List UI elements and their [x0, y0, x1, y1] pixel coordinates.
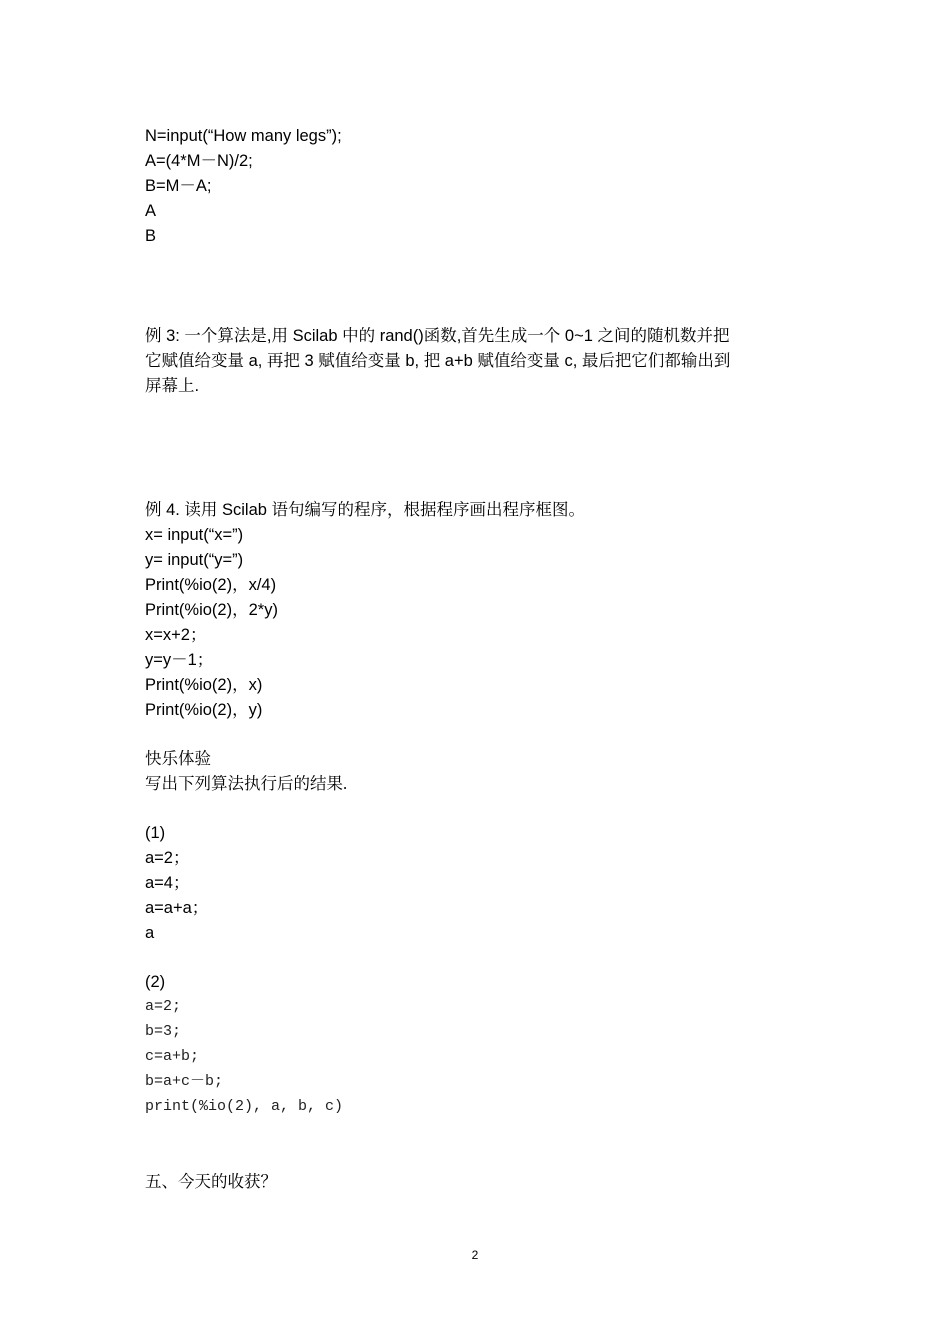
- code-line: a=4；: [145, 874, 190, 892]
- code-line: a=a+a；: [145, 899, 209, 917]
- code-line: y= input(“y=”): [145, 551, 244, 569]
- code-line: print(%io(2), a, b, c): [145, 1098, 344, 1115]
- code-line: y=y－1；: [145, 651, 214, 669]
- example-3-paragraph-line: 它赋值给变量 a, 再把 3 赋值给变量 b, 把 a+b 赋值给变量 c, 最后把它们都输出到: [145, 352, 731, 370]
- section-heading: 五、今天的收获？: [145, 1172, 277, 1191]
- example-4-heading: 例 4. 读用 Scilab 语句编写的程序，根据程序画出程序框图。: [145, 501, 586, 519]
- instruction-text: 写出下列算法执行后的结果.: [145, 774, 348, 793]
- page-number: 2: [471, 1248, 479, 1262]
- code-line: N=input(“How many legs”);: [145, 127, 342, 145]
- exercise-label: (1): [145, 824, 166, 842]
- code-line: x= input(“x=”): [145, 526, 244, 544]
- code-line: Print(%io(2)，x/4): [145, 576, 277, 594]
- code-line: c=a+b;: [145, 1048, 200, 1065]
- code-line: a=2；: [145, 849, 190, 867]
- code-line: B: [145, 227, 157, 245]
- example-3-paragraph-line: 屏幕上.: [145, 377, 200, 395]
- code-line: A: [145, 202, 157, 220]
- code-line: B=M－A;: [145, 177, 212, 195]
- code-line: b=a+c－b;: [145, 1073, 224, 1090]
- code-line: a: [145, 924, 155, 942]
- section-title: 快乐体验: [145, 749, 211, 768]
- code-line: a=2;: [145, 998, 182, 1015]
- exercise-label: (2): [145, 973, 166, 991]
- code-line: Print(%io(2)，x): [145, 676, 263, 694]
- example-3-paragraph-line: 例 3: 一个算法是,用 Scilab 中的 rand()函数,首先生成一个 0~1 之间的随机数并把: [145, 327, 730, 345]
- code-line: b=3;: [145, 1023, 182, 1040]
- code-line: x=x+2；: [145, 626, 207, 644]
- code-line: Print(%io(2)，y): [145, 701, 263, 719]
- code-line: Print(%io(2)，2*y): [145, 601, 278, 619]
- code-line: A=(4*M－N)/2;: [145, 152, 253, 170]
